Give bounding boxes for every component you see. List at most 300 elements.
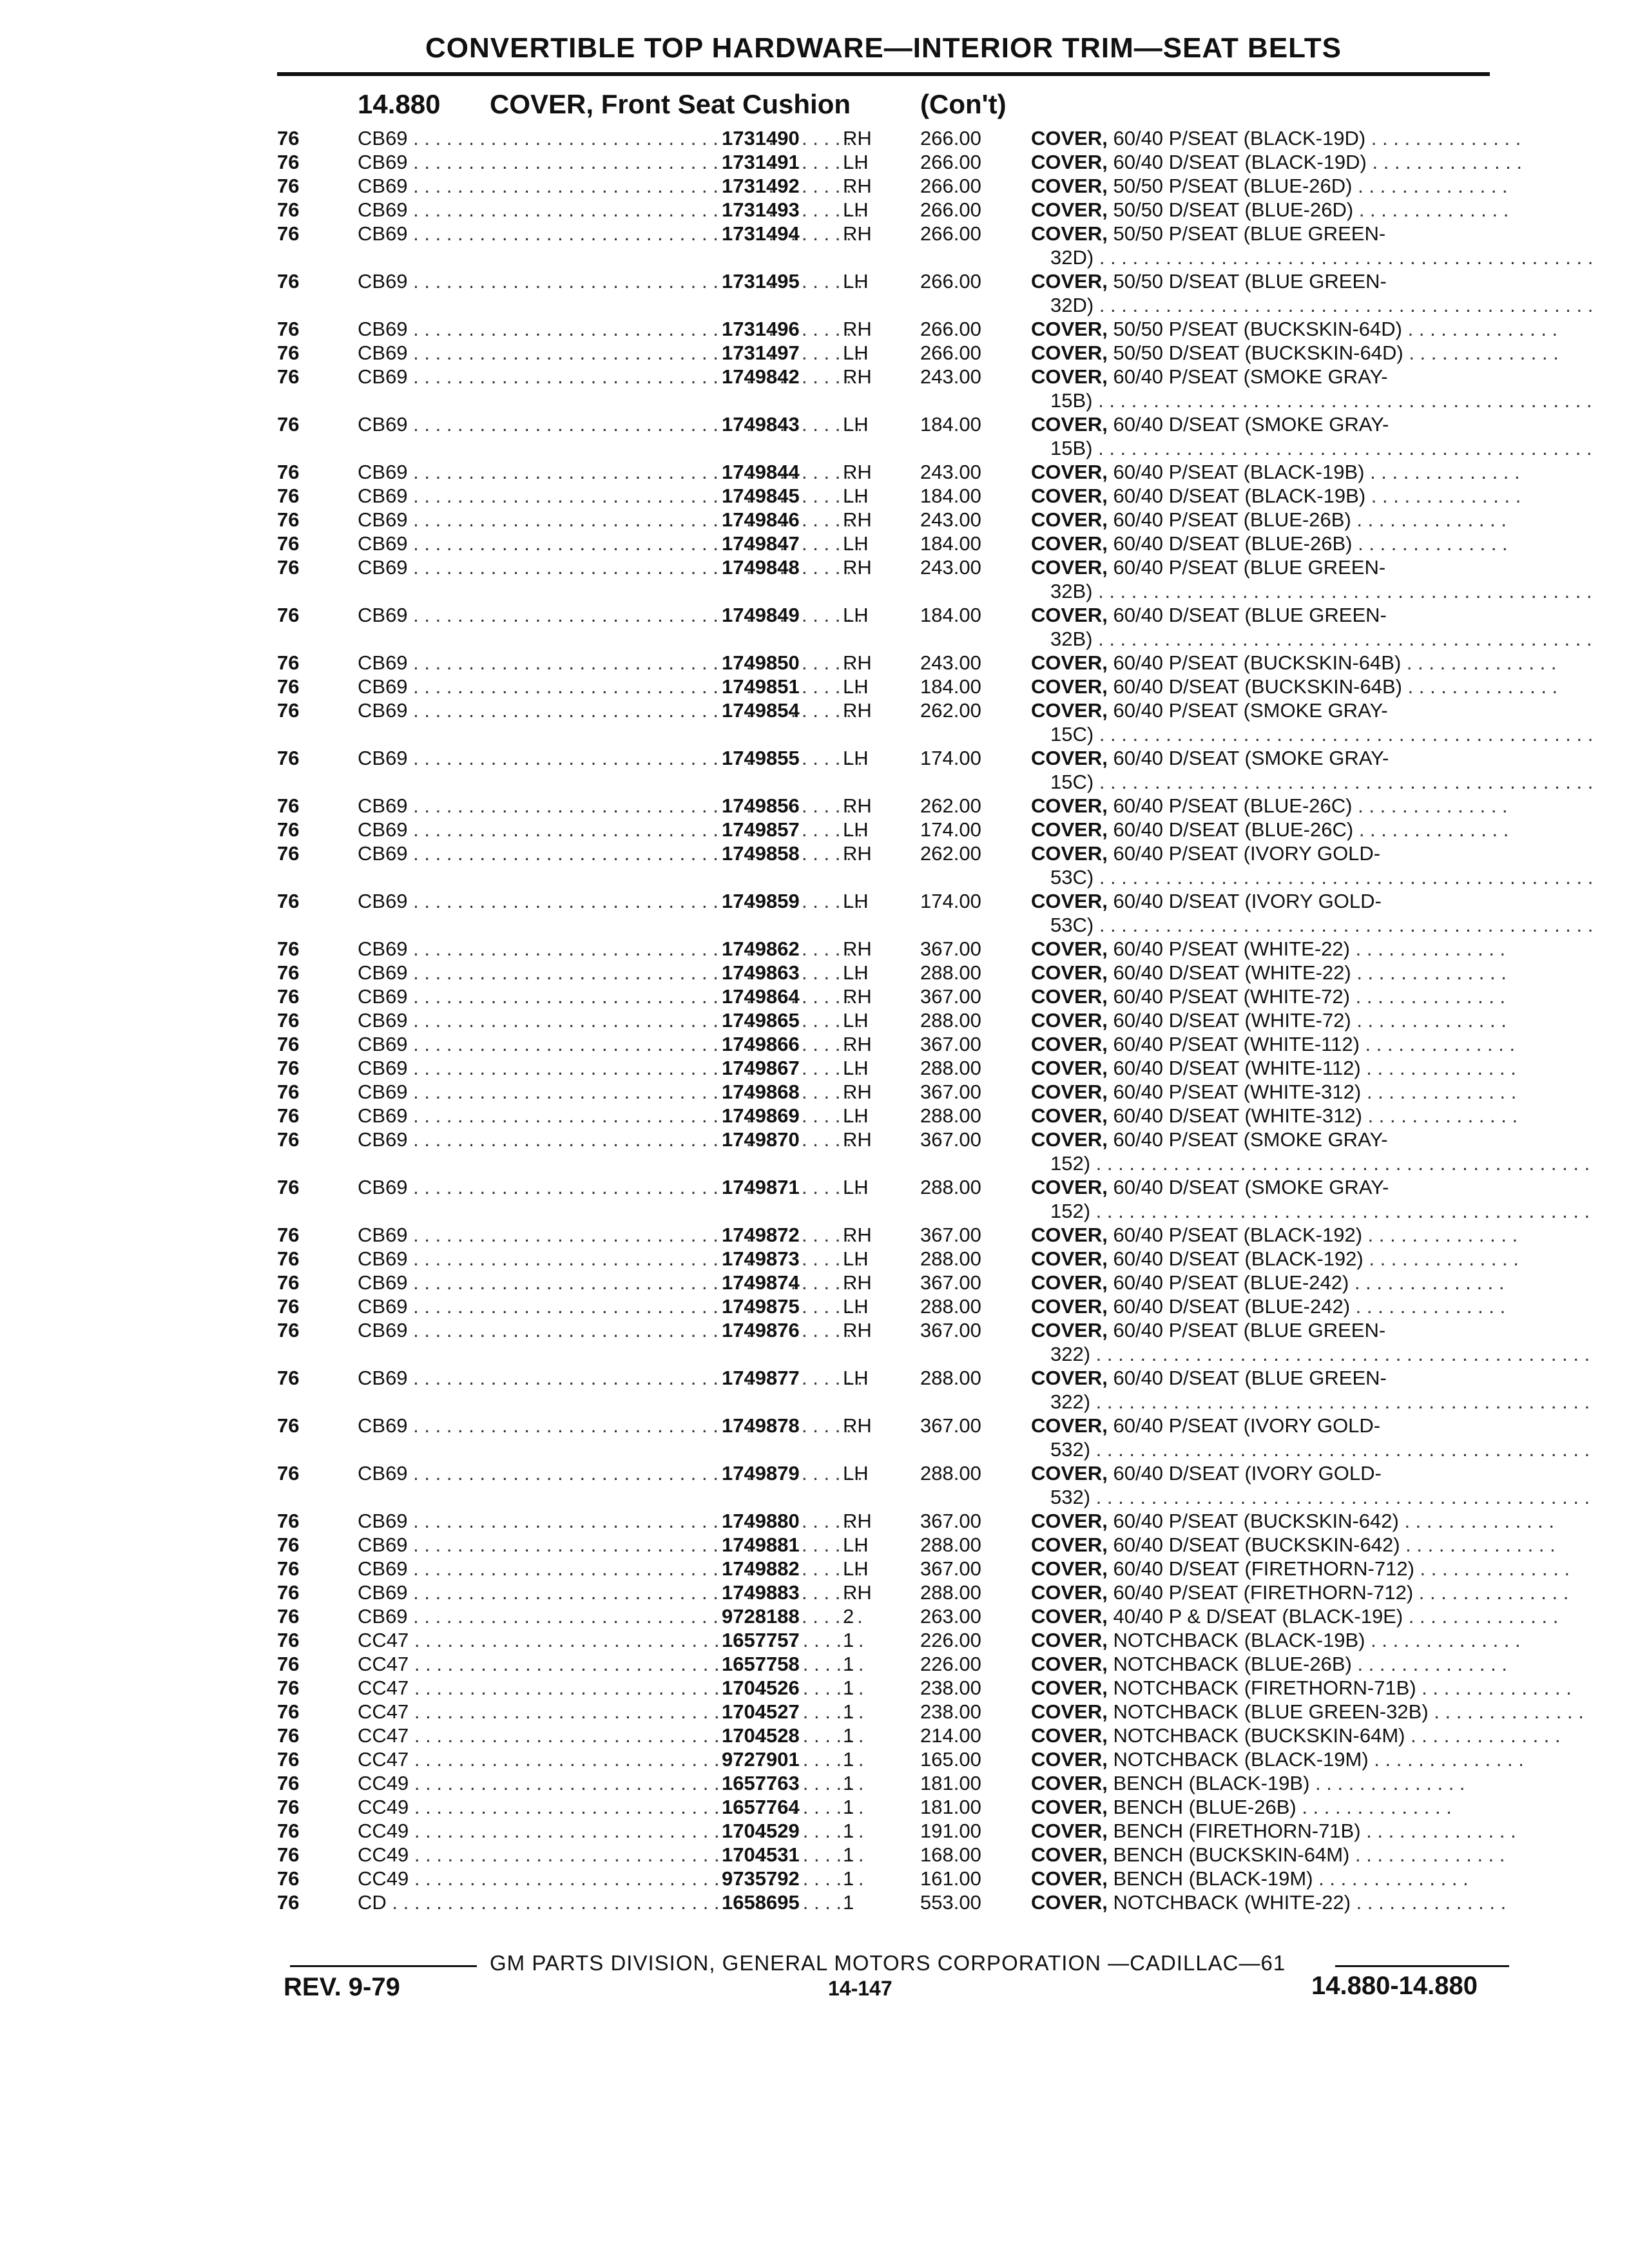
description-cell	[1031, 1557, 1570, 1581]
description-keyword: COVER,	[1031, 556, 1108, 579]
description-text: 60/40 P/SEAT (FIRETHORN-712)	[1107, 1581, 1414, 1604]
price-cell: 266.00	[920, 151, 981, 173]
year-cell: 76	[277, 1319, 300, 1341]
dot-leader: . . . . . . . . . . . . . .	[1365, 485, 1521, 507]
year-cell: 76	[277, 1700, 300, 1723]
title-rule	[277, 72, 1490, 76]
price-cell: 553.00	[920, 1891, 981, 1914]
year-cell: 76	[277, 1295, 300, 1318]
description-cell	[1031, 937, 1506, 961]
description-text: 60/40 P/SEAT (BUCKSKIN-642)	[1107, 1510, 1399, 1532]
description-text: 60/40 D/SEAT (SMOKE GRAY-	[1107, 747, 1389, 769]
part-number-cell: 1749882	[722, 1557, 800, 1580]
description-cell	[1031, 746, 1495, 770]
model-cell: CB69 . . .	[358, 1271, 699, 1294]
model-cell: CB69 . . .	[358, 126, 699, 150]
side-qty-cell: 1	[843, 1677, 854, 1699]
description-keyword: COVER,	[1031, 1843, 1108, 1866]
side-qty-cell: 1	[843, 1867, 854, 1890]
description-text: 60/40 D/SEAT (WHITE-72)	[1107, 1009, 1351, 1032]
description-cell	[1031, 1128, 1495, 1151]
year-cell: 76	[277, 675, 300, 698]
side-qty-cell: 1	[843, 1772, 854, 1794]
description-cell	[1031, 1628, 1521, 1652]
year-cell: 76	[277, 1271, 300, 1294]
side-qty-cell: RH	[843, 1581, 872, 1604]
description-text: 60/40 P/SEAT (WHITE-312)	[1107, 1081, 1362, 1103]
description-keyword: COVER,	[1031, 1057, 1108, 1079]
description-continuation: 32D) . . .	[1050, 293, 1495, 317]
side-qty-cell: LH	[843, 151, 869, 173]
description-text: 60/40 D/SEAT (BLACK-192)	[1107, 1247, 1364, 1270]
description-keyword: COVER,	[1031, 1462, 1108, 1485]
description-keyword: COVER,	[1031, 1510, 1108, 1532]
price-cell: 367.00	[920, 1557, 981, 1580]
model-cell: CB69 . . .	[358, 1128, 699, 1151]
description-cell	[1031, 841, 1495, 865]
part-number-cell: 1749847	[722, 532, 800, 555]
description-cell	[1031, 985, 1506, 1008]
description-text: 60/40 P/SEAT (BLUE GREEN-	[1107, 1319, 1386, 1341]
price-cell: 288.00	[920, 1533, 981, 1556]
side-qty-cell: LH	[843, 1462, 869, 1485]
price-cell: 288.00	[920, 1367, 981, 1389]
year-cell: 76	[277, 651, 300, 674]
price-cell: 266.00	[920, 198, 981, 221]
part-number-cell: 1749855	[722, 747, 800, 769]
model-cell: CB69 . . .	[358, 1080, 699, 1104]
description-cell	[1031, 1890, 1507, 1914]
side-qty-cell: LH	[843, 1247, 869, 1270]
description-keyword: COVER,	[1031, 1724, 1108, 1747]
side-qty-cell: RH	[843, 1414, 872, 1437]
part-number-cell: 1749846	[722, 508, 800, 531]
description-text: 60/40 P/SEAT (SMOKE GRAY-	[1107, 365, 1388, 388]
price-cell: 288.00	[920, 961, 981, 984]
part-number-cell: 9728188	[722, 1605, 800, 1628]
side-qty-cell: LH	[843, 1009, 869, 1032]
year-cell: 76	[277, 1677, 300, 1699]
description-cell	[1031, 794, 1508, 818]
price-cell: 174.00	[920, 747, 981, 769]
part-number-cell: 1749856	[722, 794, 800, 817]
description-text: 50/50 D/SEAT (BUCKSKIN-64D)	[1107, 341, 1403, 364]
price-cell: 288.00	[920, 1247, 981, 1270]
part-number-cell: 1749879	[722, 1462, 800, 1485]
dot-leader: . . . . . . . . . . . . . .	[1361, 1081, 1517, 1103]
description-text: 60/40 D/SEAT (SMOKE GRAY-	[1107, 1176, 1389, 1198]
year-cell: 76	[277, 1414, 300, 1437]
dot-leader: . . . . . . . . . . . . . .	[1402, 675, 1558, 698]
side-qty-cell: RH	[843, 699, 872, 722]
price-cell: 174.00	[920, 890, 981, 912]
price-cell: 181.00	[920, 1772, 981, 1794]
side-qty-cell: RH	[843, 175, 872, 197]
description-cell	[1031, 698, 1495, 722]
part-number-cell: 1749867	[722, 1057, 800, 1079]
model-cell: CB69 . . .	[358, 198, 699, 222]
description-keyword: COVER,	[1031, 1414, 1108, 1437]
description-keyword: COVER,	[1031, 1581, 1108, 1604]
part-number-cell: 1731495	[722, 270, 800, 293]
model-cell: CB69 . . .	[358, 841, 699, 865]
description-cell	[1031, 1604, 1559, 1628]
description-text: 50/50 D/SEAT (BLUE GREEN-	[1107, 270, 1387, 293]
side-qty-cell: LH	[843, 890, 869, 912]
description-text: 60/40 P/SEAT (IVORY GOLD-	[1107, 842, 1381, 865]
side-qty-cell: LH	[843, 604, 869, 626]
description-keyword: COVER,	[1031, 961, 1108, 984]
model-cell: CC47 . . .	[358, 1700, 699, 1724]
description-cell	[1031, 1247, 1519, 1271]
description-cell	[1031, 818, 1509, 841]
description-keyword: COVER,	[1031, 1128, 1108, 1151]
description-cell	[1031, 460, 1520, 484]
price-cell: 367.00	[920, 1510, 981, 1532]
year-cell: 76	[277, 699, 300, 722]
description-cell	[1031, 1867, 1495, 1890]
side-qty-cell: LH	[843, 1367, 869, 1389]
year-cell: 76	[277, 1510, 300, 1532]
dot-leader: . . . . . . . . . . . . . .	[1351, 1009, 1507, 1032]
dot-leader: . . . . . . . . . . . . . .	[1365, 1629, 1521, 1651]
description-cell	[1031, 1676, 1572, 1700]
price-cell: 266.00	[920, 270, 981, 293]
description-cell	[1031, 961, 1507, 985]
description-keyword: COVER,	[1031, 1867, 1108, 1890]
footer-rule-right	[1335, 1965, 1509, 1967]
description-cell	[1031, 1294, 1506, 1318]
description-cell	[1031, 675, 1558, 698]
year-cell: 76	[277, 1104, 300, 1127]
year-cell: 76	[277, 151, 300, 173]
price-cell: 266.00	[920, 127, 981, 149]
description-keyword: COVER,	[1031, 1295, 1108, 1318]
part-number-cell: 1704531	[722, 1843, 800, 1866]
part-number-cell: 1749868	[722, 1081, 800, 1103]
description-text: 60/40 D/SEAT (WHITE-112)	[1107, 1057, 1361, 1079]
description-cell	[1031, 1318, 1495, 1342]
year-cell: 76	[277, 1843, 300, 1866]
description-keyword: COVER,	[1031, 1891, 1108, 1914]
footer-publisher: GM PARTS DIVISION, GENERAL MOTORS CORPORATION —CADILLAC—61	[490, 1951, 1286, 1975]
model-cell: CB69 . . .	[358, 174, 699, 198]
description-cell	[1031, 222, 1495, 245]
part-number-cell: 1749854	[722, 699, 800, 722]
description-keyword: COVER,	[1031, 151, 1108, 173]
price-cell: 243.00	[920, 508, 981, 531]
year-cell: 76	[277, 604, 300, 626]
price-cell: 367.00	[920, 1081, 981, 1103]
year-cell: 76	[277, 508, 300, 531]
price-cell: 263.00	[920, 1605, 981, 1628]
description-cell	[1031, 1080, 1517, 1104]
description-text: BENCH (BLACK-19B)	[1107, 1772, 1310, 1794]
part-number-cell: 1749848	[722, 556, 800, 579]
model-cell: CC47 . . .	[358, 1652, 699, 1676]
price-cell: 288.00	[920, 1057, 981, 1079]
dot-leader: . . . . . . . . . . . . . .	[1359, 1033, 1516, 1055]
description-cell	[1031, 174, 1508, 198]
model-cell: CB69 . . .	[358, 1056, 699, 1080]
description-keyword: COVER,	[1031, 508, 1108, 531]
description-cell	[1031, 1747, 1524, 1771]
price-cell: 161.00	[920, 1867, 981, 1890]
part-number-cell: 1749850	[722, 651, 800, 674]
price-cell: 243.00	[920, 365, 981, 388]
part-number-cell: 1749863	[722, 961, 800, 984]
part-number-cell: 1749865	[722, 1009, 800, 1032]
part-number-cell: 1749859	[722, 890, 800, 912]
description-text: 60/40 P/SEAT (WHITE-112)	[1107, 1033, 1360, 1055]
part-number-cell: 9727901	[722, 1748, 800, 1771]
part-number-cell: 1704528	[722, 1724, 800, 1747]
part-number-cell: 1749883	[722, 1581, 800, 1604]
part-number-cell: 1749844	[722, 461, 800, 483]
part-number-cell: 1749878	[722, 1414, 800, 1437]
description-cell	[1031, 651, 1557, 675]
description-text: 60/40 P/SEAT (SMOKE GRAY-	[1107, 699, 1388, 722]
description-continuation: 15C) . . .	[1050, 770, 1495, 794]
description-keyword: COVER,	[1031, 1700, 1108, 1723]
price-cell: 367.00	[920, 1414, 981, 1437]
revision-date: REV. 9-79	[284, 1973, 400, 2001]
price-cell: 238.00	[920, 1700, 981, 1723]
side-qty-cell: RH	[843, 508, 872, 531]
description-cell	[1031, 1175, 1495, 1199]
dot-leader: . . . . . . . . . . . . . .	[1350, 1295, 1506, 1318]
model-cell: CB69 . . .	[358, 889, 699, 913]
description-keyword: COVER,	[1031, 341, 1108, 364]
side-qty-cell: LH	[843, 1176, 869, 1198]
year-cell: 76	[277, 1748, 300, 1771]
model-cell: CB69 . . .	[358, 269, 699, 293]
side-qty-cell: LH	[843, 485, 869, 507]
model-cell: CB69 . . .	[358, 1318, 699, 1342]
model-cell: CB69 . . .	[358, 317, 699, 341]
price-cell: 243.00	[920, 651, 981, 674]
price-cell: 266.00	[920, 222, 981, 245]
year-cell: 76	[277, 413, 300, 436]
part-number-cell: 1731491	[722, 151, 800, 173]
model-cell: CB69 . . .	[358, 1604, 699, 1628]
description-text: 60/40 P/SEAT (BLUE-242)	[1107, 1271, 1349, 1294]
description-text: 60/40 P/SEAT (BLUE-26B)	[1107, 508, 1351, 531]
model-cell: CB69 . . .	[358, 1509, 699, 1533]
section-range: 14.880-14.880	[1311, 1972, 1478, 2000]
year-cell: 76	[277, 1533, 300, 1556]
page-number: 14-147	[828, 1977, 892, 2000]
price-cell: 288.00	[920, 1009, 981, 1032]
part-number-cell: 1749880	[722, 1510, 800, 1532]
section-continued: (Con't)	[920, 89, 1007, 119]
model-cell: CC49 . . .	[358, 1795, 699, 1819]
price-cell: 367.00	[920, 1319, 981, 1341]
side-qty-cell: RH	[843, 318, 872, 340]
dot-leader: . . . . . . . . . . . . . .	[1353, 198, 1509, 221]
description-text: 60/40 D/SEAT (SMOKE GRAY-	[1107, 413, 1389, 436]
description-keyword: COVER,	[1031, 365, 1108, 388]
description-text: 60/40 P/SEAT (BLUE GREEN-	[1107, 556, 1386, 579]
dot-leader: . . . . . . . . . . . . . .	[1416, 1677, 1572, 1699]
price-cell: 288.00	[920, 1176, 981, 1198]
description-cell	[1031, 532, 1508, 555]
year-cell: 76	[277, 818, 300, 841]
model-cell: CB69 . . .	[358, 555, 699, 579]
description-text: NOTCHBACK (BLACK-19B)	[1107, 1629, 1365, 1651]
price-cell: 191.00	[920, 1820, 981, 1842]
price-cell: 367.00	[920, 985, 981, 1008]
side-qty-cell: RH	[843, 1128, 872, 1151]
description-continuation: 32D) . . .	[1050, 245, 1495, 269]
description-cell	[1031, 1461, 1495, 1485]
description-continuation: 15B) . . .	[1050, 389, 1495, 412]
model-cell: CC49 . . .	[358, 1843, 699, 1867]
description-text: 60/40 P/SEAT (BLUE-26C)	[1107, 794, 1353, 817]
year-cell: 76	[277, 794, 300, 817]
description-text: NOTCHBACK (WHITE-22)	[1107, 1891, 1351, 1914]
model-cell: CC47 . . .	[358, 1747, 699, 1771]
year-cell: 76	[277, 127, 300, 149]
description-cell	[1031, 1366, 1495, 1390]
description-cell	[1031, 1104, 1518, 1128]
description-keyword: COVER,	[1031, 1104, 1108, 1127]
description-keyword: COVER,	[1031, 270, 1108, 293]
model-cell: CB69 . . .	[358, 1414, 699, 1437]
description-keyword: COVER,	[1031, 1653, 1108, 1675]
side-qty-cell: LH	[843, 961, 869, 984]
model-cell: CB69 . . .	[358, 1581, 699, 1604]
model-cell: CB69 . . .	[358, 150, 699, 174]
year-cell: 76	[277, 1796, 300, 1818]
price-cell: 266.00	[920, 341, 981, 364]
side-qty-cell: 2	[843, 1605, 854, 1628]
side-qty-cell: LH	[843, 675, 869, 698]
description-cell	[1031, 412, 1495, 436]
dot-leader: . . . . . . . . . . . . . .	[1349, 1843, 1505, 1866]
price-cell: 262.00	[920, 842, 981, 865]
side-qty-cell: 1	[843, 1891, 854, 1914]
part-number-cell: 1749842	[722, 365, 800, 388]
model-cell: CB69 . . .	[358, 365, 699, 389]
dot-leader: . . . . . . . . . . . . . .	[1401, 651, 1557, 674]
description-keyword: COVER,	[1031, 1009, 1108, 1032]
description-text: 60/40 D/SEAT (BUCKSKIN-642)	[1107, 1533, 1400, 1556]
description-continuation: 152) . . .	[1050, 1151, 1495, 1175]
year-cell: 76	[277, 842, 300, 865]
price-cell: 184.00	[920, 485, 981, 507]
side-qty-cell: RH	[843, 1033, 872, 1055]
year-cell: 76	[277, 1605, 300, 1628]
price-cell: 243.00	[920, 461, 981, 483]
description-text: BENCH (BLACK-19M)	[1107, 1867, 1313, 1890]
description-text: BENCH (BLUE-26B)	[1107, 1796, 1296, 1818]
part-number-cell: 1749874	[722, 1271, 800, 1294]
description-cell	[1031, 484, 1521, 508]
dot-leader: . . . . . . . . . . . . . .	[1362, 1224, 1518, 1246]
dot-leader: . . . . . . . . . . . . . .	[1313, 1867, 1469, 1890]
year-cell: 76	[277, 1057, 300, 1079]
side-qty-cell: RH	[843, 1224, 872, 1246]
side-qty-cell: RH	[843, 1510, 872, 1532]
description-keyword: COVER,	[1031, 1271, 1108, 1294]
year-cell: 76	[277, 1820, 300, 1842]
description-keyword: COVER,	[1031, 1772, 1108, 1794]
part-number-cell: 1704527	[722, 1700, 800, 1723]
price-cell: 168.00	[920, 1843, 981, 1866]
side-qty-cell: LH	[843, 1557, 869, 1580]
dot-leader: . . . . . . . . . . . . . .	[1360, 1820, 1516, 1842]
price-cell: 184.00	[920, 532, 981, 555]
price-cell: 238.00	[920, 1677, 981, 1699]
side-qty-cell: RH	[843, 461, 872, 483]
description-cell	[1031, 1652, 1507, 1676]
side-qty-cell: 1	[843, 1653, 854, 1675]
model-cell: CB69 . . .	[358, 1223, 699, 1247]
description-keyword: COVER,	[1031, 1748, 1108, 1771]
part-number-cell: 1731496	[722, 318, 800, 340]
description-text: 60/40 P/SEAT (WHITE-22)	[1107, 937, 1350, 960]
description-continuation: 32B) . . .	[1050, 627, 1495, 651]
description-keyword: COVER,	[1031, 1677, 1108, 1699]
description-keyword: COVER,	[1031, 1033, 1108, 1055]
description-keyword: COVER,	[1031, 747, 1108, 769]
year-cell: 76	[277, 1247, 300, 1270]
description-keyword: COVER,	[1031, 1367, 1108, 1389]
model-cell: CB69 . . .	[358, 675, 699, 698]
dot-leader: . . . . . . . . . . . . . .	[1403, 1605, 1559, 1628]
description-keyword: COVER,	[1031, 222, 1108, 245]
section-title: COVER, Front Seat Cushion	[490, 89, 851, 119]
year-cell: 76	[277, 1557, 300, 1580]
price-cell: 226.00	[920, 1653, 981, 1675]
description-cell	[1031, 1843, 1505, 1867]
description-cell	[1031, 269, 1495, 293]
price-cell: 288.00	[920, 1462, 981, 1485]
dot-leader: . . . . . . . . . . . . . .	[1352, 794, 1508, 817]
description-cell	[1031, 341, 1559, 365]
dot-leader: . . . . . . . . . . . . . .	[1296, 1796, 1452, 1818]
price-cell: 243.00	[920, 556, 981, 579]
year-cell: 76	[277, 1772, 300, 1794]
side-qty-cell: RH	[843, 937, 872, 960]
description-text: 60/40 D/SEAT (WHITE-22)	[1107, 961, 1351, 984]
description-keyword: COVER,	[1031, 1629, 1108, 1651]
model-cell: CC49 . . .	[358, 1867, 699, 1890]
model-cell: CB69 . . .	[358, 1294, 699, 1318]
description-keyword: COVER,	[1031, 1557, 1108, 1580]
description-keyword: COVER,	[1031, 1796, 1108, 1818]
model-cell: CB69 . . .	[358, 937, 699, 961]
price-cell: 262.00	[920, 699, 981, 722]
model-cell: CB69 . . .	[358, 1032, 699, 1056]
price-cell: 262.00	[920, 794, 981, 817]
description-text: 60/40 D/SEAT (IVORY GOLD-	[1107, 1462, 1382, 1485]
side-qty-cell: RH	[843, 794, 872, 817]
description-cell	[1031, 603, 1495, 627]
description-continuation: 152) . . .	[1050, 1199, 1495, 1223]
year-cell: 76	[277, 1891, 300, 1914]
side-qty-cell: LH	[843, 1057, 869, 1079]
year-cell: 76	[277, 175, 300, 197]
side-qty-cell: RH	[843, 985, 872, 1008]
description-text: NOTCHBACK (BLUE-26B)	[1107, 1653, 1352, 1675]
side-qty-cell: 1	[843, 1700, 854, 1723]
year-cell: 76	[277, 747, 300, 769]
model-cell: CB69 . . .	[358, 1247, 699, 1271]
model-cell: CB69 . . .	[358, 341, 699, 365]
description-text: 60/40 D/SEAT (BLUE-26B)	[1107, 532, 1353, 555]
